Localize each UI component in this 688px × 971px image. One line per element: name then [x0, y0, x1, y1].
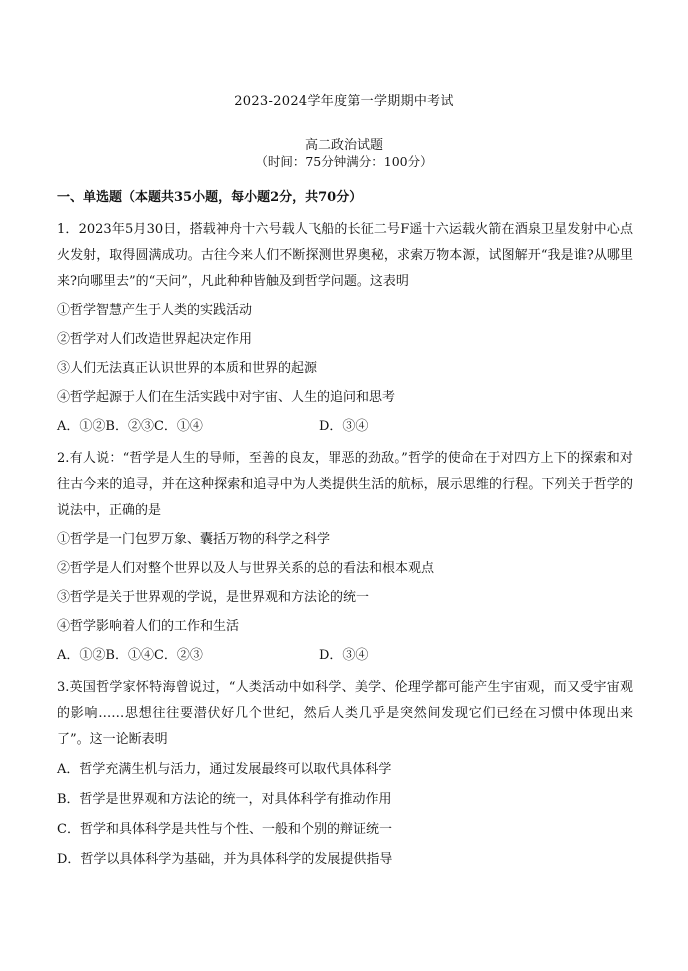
- exam-title: 2023-2024学年度第一学期期中考试: [234, 94, 454, 109]
- question-2: [57, 446, 633, 669]
- question-2-statement-4: ④哲学影响着人们的工作和生活: [57, 619, 240, 634]
- question-1-text: 1．2023年5月30日，搭载神舟十六号载人飞船的长征二号F遥十六运载火箭在酒泉卫星发射中心点火发射，取得圆满成功。古往今来人们不断探测世界奥秘，求索万物本源，试图解开“我是谁?从哪里来?向哪里去”的“天问”，凡此种种皆触及到哲学问题。这表明: [57, 222, 633, 289]
- question-2-choices-abc: A．①②B．①④C．②③: [57, 648, 203, 663]
- question-1-choice-d: D．③④: [319, 419, 369, 434]
- question-3: [57, 675, 633, 873]
- question-2-choice-d: D．③④: [319, 648, 369, 663]
- question-3-option-a: A．哲学充满生机与活力，通过发展最终可以取代具体科学: [57, 762, 392, 777]
- question-1-choices: [57, 414, 633, 440]
- question-2-choices: [57, 643, 633, 669]
- question-3-text: 3.英国哲学家怀特海曾说过，“人类活动中如科学、美学、伦理学都可能产生宇宙观，而又受宇宙观的影响……思想往往要潜伏好几个世纪，然后人类几乎是突然间发现它们已经在习惯中体现出来了”。这一论断表明: [57, 680, 633, 747]
- question-2-text: 2.有人说：“哲学是人生的导师，至善的良友，罪恶的劲敌。”哲学的使命在于对四方上下的探索和对往古今来的追寻，并在这种探索和追寻中为人类提供生活的航标，展示思维的行程。下列关于哲学的说法中，正确的是: [57, 451, 633, 518]
- question-3-option-c: C．哲学和具体科学是共性与个性、一般和个别的辩证统一: [57, 822, 392, 837]
- question-3-option-b: B．哲学是世界观和方法论的统一，对具体科学有推动作用: [57, 792, 392, 807]
- question-2-statement-2: ②哲学是人们对整个世界以及人与世界关系的总的看法和根本观点: [57, 561, 435, 576]
- question-2-statement-1: ①哲学是一门包罗万象、囊括万物的科学之科学: [57, 532, 331, 547]
- question-1-statement-1: ①哲学智慧产生于人类的实践活动: [57, 303, 253, 318]
- question-2-statement-3: ③哲学是关于世界观的学说，是世界观和方法论的统一: [57, 590, 370, 605]
- exam-content: [57, 188, 633, 879]
- section-heading: 一、单选题（本题共35小题，每小题2分，共70分）: [57, 190, 363, 205]
- question-1-statement-4: ④哲学起源于人们在生活实践中对宇宙、人生的追问和思考: [57, 390, 396, 405]
- exam-subtitle: 高二政治试题: [304, 138, 383, 153]
- exam-time-score: （时间：75分钟满分：100分）: [255, 154, 433, 169]
- question-1-statement-2: ②哲学对人们改造世界起决定作用: [57, 332, 253, 347]
- question-3-option-d: D．哲学以具体科学为基础，并为具体科学的发展提供指导: [57, 852, 393, 867]
- question-1-choices-abc: A．①②B．②③C．①④: [57, 419, 203, 434]
- question-1-statement-3: ③人们无法真正认识世界的本质和世界的起源: [57, 361, 318, 376]
- question-1: [57, 217, 633, 440]
